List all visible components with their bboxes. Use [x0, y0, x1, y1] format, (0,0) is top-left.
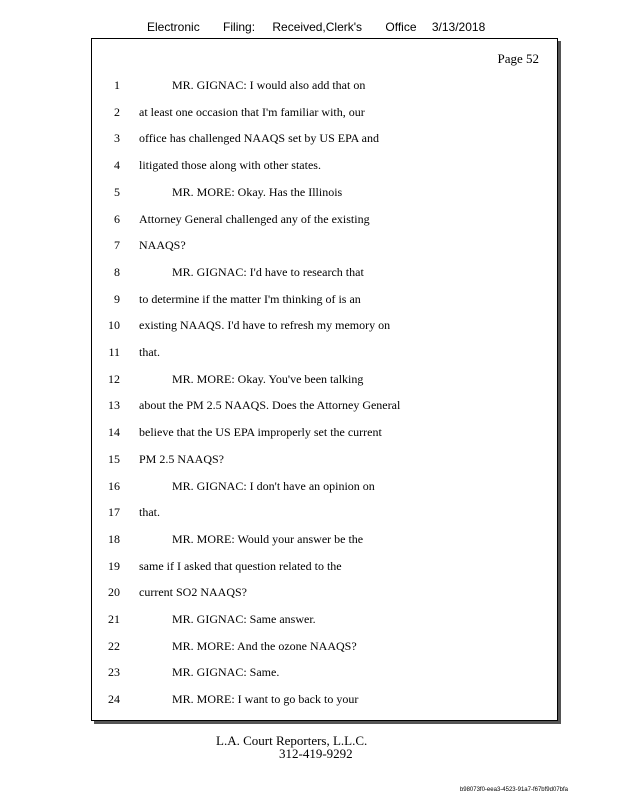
- line-number: 17: [108, 505, 120, 520]
- line-text: MR. GIGNAC: I don't have an opinion on: [172, 478, 375, 493]
- line-text: MR. MORE: Okay. You've been talking: [172, 371, 364, 386]
- line-text: believe that the US EPA improperly set the current: [139, 425, 382, 440]
- reporter-company: L.A. Court Reporters, L.L.C.: [216, 733, 368, 748]
- transcript-line: [92, 209, 557, 229]
- line-number: 6: [114, 211, 120, 226]
- transcript-line: [92, 395, 557, 415]
- line-text: MR. MORE: Okay. Has the Illinois: [172, 184, 343, 199]
- line-number: 8: [114, 264, 120, 279]
- transcript-line: [92, 449, 557, 469]
- filing-header-word: Received,Clerk's: [272, 20, 363, 34]
- transcript-line: [92, 342, 557, 362]
- transcript-line: [92, 582, 557, 602]
- line-text: current SO2 NAAQS?: [139, 585, 247, 600]
- line-number: 12: [108, 371, 120, 386]
- transcript-line: [92, 128, 557, 148]
- line-number: 4: [114, 158, 120, 173]
- transcript-line: [92, 262, 557, 282]
- line-number: 7: [114, 238, 120, 253]
- line-number: 2: [114, 104, 120, 119]
- line-text: NAAQS?: [139, 238, 186, 253]
- transcript-line: [92, 662, 557, 682]
- line-text: to determine if the matter I'm thinking of is an: [139, 291, 361, 306]
- transcript-line: [92, 315, 557, 335]
- line-text: that.: [139, 345, 160, 359]
- line-text: litigated those along with other states.: [139, 158, 321, 173]
- line-text: MR. GIGNAC: I'd have to research that: [172, 264, 364, 279]
- line-text: MR. MORE: Would your answer be the: [172, 531, 364, 546]
- line-number: 21: [108, 612, 120, 626]
- line-text: existing NAAQS. I'd have to refresh my memory on: [139, 318, 391, 333]
- line-number: 1: [114, 78, 120, 92]
- filing-header-word: Office: [385, 20, 417, 34]
- transcript-line: [92, 422, 557, 442]
- line-number: 23: [108, 665, 120, 680]
- transcript-line: [92, 155, 557, 175]
- transcript-line: [92, 609, 557, 629]
- line-text: that.: [139, 505, 160, 520]
- transcript-line: [92, 102, 557, 122]
- filing-header: [147, 20, 485, 34]
- transcript-line: [92, 556, 557, 576]
- transcript-line: [92, 529, 557, 549]
- filing-header-date: 3/13/2018: [431, 20, 486, 34]
- transcript-line: [92, 502, 557, 522]
- line-text: MR. GIGNAC: Same answer.: [172, 612, 316, 626]
- filing-header-word: Electronic: [147, 20, 200, 34]
- line-number: 16: [108, 478, 120, 493]
- line-number: 13: [108, 398, 120, 413]
- line-number: 24: [108, 692, 120, 707]
- transcript-line: [92, 689, 557, 709]
- transcript-line: [92, 235, 557, 255]
- page-number: Page 52: [497, 51, 539, 66]
- line-text: MR. GIGNAC: Same.: [172, 665, 280, 680]
- line-text: same if I asked that question related to the: [139, 558, 342, 573]
- line-number: 10: [108, 318, 120, 333]
- transcript-line: [92, 476, 557, 496]
- line-number: 11: [108, 345, 120, 359]
- transcript-line: [92, 75, 557, 95]
- line-text: MR. MORE: I want to go back to your: [172, 692, 359, 707]
- line-number: 19: [108, 558, 120, 573]
- line-text: Attorney General challenged any of the existing: [139, 211, 370, 226]
- line-number: 14: [108, 425, 120, 440]
- line-text: office has challenged NAAQS set by US EPA and: [139, 131, 379, 146]
- reporter-phone: 312-419-9292: [279, 746, 353, 761]
- line-number: 22: [108, 638, 120, 653]
- transcript-line: [92, 636, 557, 656]
- line-number: 5: [114, 184, 120, 199]
- document-hash: b98073f0-eea3-4523-91a7-f67bf9d07bfa: [459, 787, 568, 793]
- line-number: 15: [108, 451, 120, 466]
- transcript-line: [92, 289, 557, 309]
- line-number: 3: [114, 131, 120, 146]
- line-number: 9: [114, 291, 120, 306]
- line-number: 18: [108, 531, 120, 546]
- line-text: MR. MORE: And the ozone NAAQS?: [172, 638, 357, 653]
- line-number: 20: [108, 585, 120, 600]
- transcript-page: [91, 38, 558, 721]
- transcript-line: [92, 369, 557, 389]
- line-text: at least one occasion that I'm familiar with, our: [139, 104, 365, 119]
- line-text: about the PM 2.5 NAAQS. Does the Attorney General: [139, 398, 401, 413]
- filing-header-word: Filing:: [223, 20, 256, 34]
- line-text: MR. GIGNAC: I would also add that on: [172, 78, 366, 92]
- line-text: PM 2.5 NAAQS?: [139, 451, 225, 466]
- transcript-line: [92, 182, 557, 202]
